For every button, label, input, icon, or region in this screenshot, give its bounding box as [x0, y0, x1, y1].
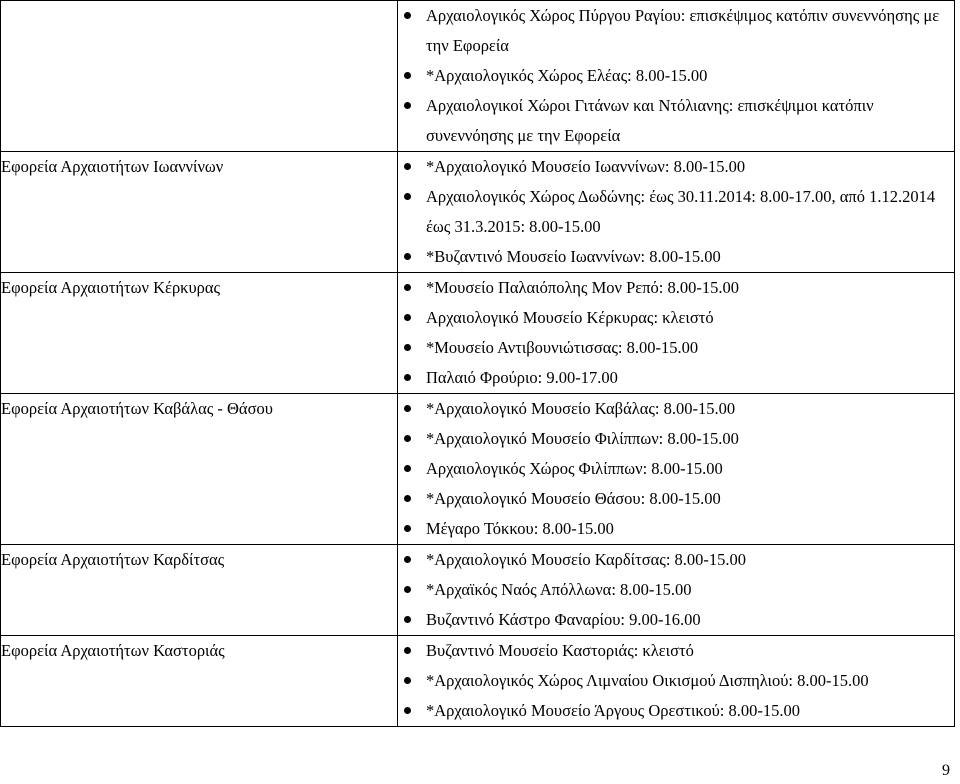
site-text: Βυζαντινό Μουσείο Καστοριάς: κλειστό — [426, 641, 694, 660]
bullet-icon — [404, 12, 411, 19]
bullet-icon — [404, 586, 411, 593]
bullet-icon — [404, 374, 411, 381]
table-row — [1, 545, 955, 636]
site-text: *Αρχαιολογικός Χώρος Λιμναίου Οικισμού Δισπηλιού: 8.00-15.00 — [426, 671, 869, 690]
list-item — [398, 514, 954, 544]
table-row — [1, 1, 955, 152]
list-item — [398, 605, 954, 635]
sites-cell — [398, 1, 955, 152]
ephorate-name: Εφορεία Αρχαιοτήτων Καστοριάς — [1, 636, 398, 727]
bullet-icon — [404, 193, 411, 200]
site-text: Αρχαιολογικοί Χώροι Γιτάνων και Ντόλιανης: επισκέψιμοι κατόπιν συνεννόησης με την Εφορεία — [426, 96, 874, 145]
site-text: Αρχαιολογικός Χώρος Δωδώνης: έως 30.11.2014: 8.00-17.00, από 1.12.2014 έως 31.3.2015: 8.00-15.00 — [426, 187, 936, 236]
site-list — [398, 152, 954, 272]
site-text: Αρχαιολογικός Χώρος Φιλίππων: 8.00-15.00 — [426, 459, 723, 478]
bullet-icon — [404, 556, 411, 563]
list-item — [398, 91, 954, 151]
site-text: *Βυζαντινό Μουσείο Ιωαννίνων: 8.00-15.00 — [426, 247, 721, 266]
list-item — [398, 182, 954, 242]
bullet-icon — [404, 284, 411, 291]
site-text: *Μουσείο Αντιβουνιώτισσας: 8.00-15.00 — [426, 338, 699, 357]
ephorate-name — [1, 1, 398, 152]
sites-cell — [398, 636, 955, 727]
site-text: *Αρχαιολογικός Χώρος Ελέας: 8.00-15.00 — [426, 66, 708, 85]
site-list — [398, 273, 954, 393]
bullet-icon — [404, 435, 411, 442]
sites-cell — [398, 545, 955, 636]
site-text: *Αρχαιολογικό Μουσείο Καβάλας: 8.00-15.00 — [426, 399, 736, 418]
site-text: *Αρχαιολογικό Μουσείο Καρδίτσας: 8.00-15.00 — [426, 550, 747, 569]
list-item — [398, 454, 954, 484]
bullet-icon — [404, 344, 411, 351]
list-item — [398, 242, 954, 272]
bullet-icon — [404, 253, 411, 260]
list-item — [398, 61, 954, 91]
site-text: *Αρχαιολογικό Μουσείο Ιωαννίνων: 8.00-15.00 — [426, 157, 746, 176]
site-text: Μέγαρο Τόκκου: 8.00-15.00 — [426, 519, 614, 538]
sites-cell — [398, 152, 955, 273]
bullet-icon — [404, 314, 411, 321]
ephorate-name: Εφορεία Αρχαιοτήτων Καρδίτσας — [1, 545, 398, 636]
list-item — [398, 273, 954, 303]
bullet-icon — [404, 616, 411, 623]
site-text: *Αρχαιολογικό Μουσείο Φιλίππων: 8.00-15.00 — [426, 429, 739, 448]
site-text: *Αρχαϊκός Ναός Απόλλωνα: 8.00-15.00 — [426, 580, 692, 599]
list-item — [398, 666, 954, 696]
table-body — [1, 1, 955, 727]
table-row — [1, 273, 955, 394]
site-text: Βυζαντινό Κάστρο Φαναρίου: 9.00-16.00 — [426, 610, 701, 629]
ephorate-name: Εφορεία Αρχαιοτήτων Καβάλας - Θάσου — [1, 394, 398, 545]
list-item — [398, 545, 954, 575]
sites-cell — [398, 273, 955, 394]
bullet-icon — [404, 707, 411, 714]
list-item — [398, 363, 954, 393]
bullet-icon — [404, 72, 411, 79]
table-row — [1, 394, 955, 545]
site-list — [398, 1, 954, 151]
list-item — [398, 575, 954, 605]
site-text: Αρχαιολογικό Μουσείο Κέρκυρας: κλειστό — [426, 308, 714, 327]
list-item — [398, 484, 954, 514]
table-row — [1, 636, 955, 727]
bullet-icon — [404, 102, 411, 109]
site-list — [398, 636, 954, 726]
list-item — [398, 424, 954, 454]
site-list — [398, 394, 954, 544]
list-item — [398, 303, 954, 333]
bullet-icon — [404, 677, 411, 684]
list-item — [398, 696, 954, 726]
list-item — [398, 333, 954, 363]
page-number: 9 — [942, 762, 950, 779]
list-item — [398, 394, 954, 424]
list-item — [398, 636, 954, 666]
list-item — [398, 1, 954, 61]
site-text: *Αρχαιολογικό Μουσείο Άργους Ορεστικού: 8.00-15.00 — [426, 701, 800, 720]
site-list — [398, 545, 954, 635]
site-text: *Αρχαιολογικό Μουσείο Θάσου: 8.00-15.00 — [426, 489, 721, 508]
site-text: Αρχαιολογικός Χώρος Πύργου Ραγίου: επισκέψιμος κατόπιν συνεννόησης με την Εφορεία — [426, 6, 940, 55]
list-item — [398, 152, 954, 182]
sites-cell — [398, 394, 955, 545]
table-row — [1, 152, 955, 273]
bullet-icon — [404, 405, 411, 412]
bullet-icon — [404, 163, 411, 170]
bullet-icon — [404, 647, 411, 654]
site-text: Παλαιό Φρούριο: 9.00-17.00 — [426, 368, 618, 387]
ephorate-name: Εφορεία Αρχαιοτήτων Ιωαννίνων — [1, 152, 398, 273]
bullet-icon — [404, 495, 411, 502]
ephorate-name: Εφορεία Αρχαιοτήτων Κέρκυρας — [1, 273, 398, 394]
bullet-icon — [404, 525, 411, 532]
bullet-icon — [404, 465, 411, 472]
site-text: *Μουσείο Παλαιόπολης Μον Ρεπό: 8.00-15.00 — [426, 278, 739, 297]
